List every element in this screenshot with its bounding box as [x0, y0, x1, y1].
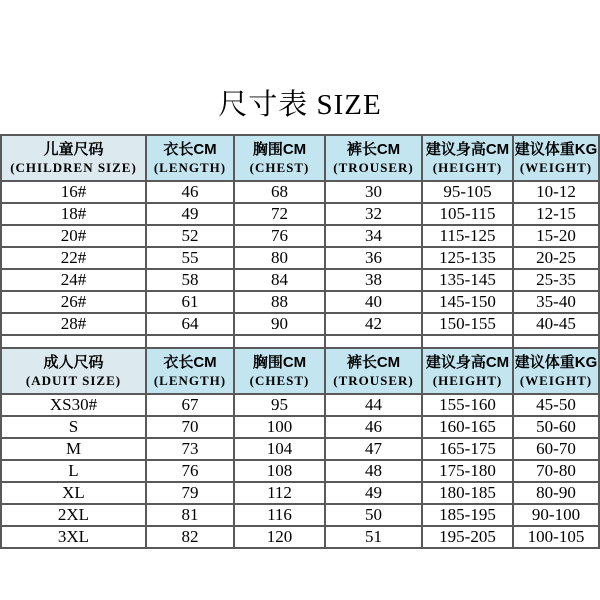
weight-cell: 90-100	[513, 504, 599, 526]
weight-cell: 15-20	[513, 225, 599, 247]
trouser-cell: 30	[325, 181, 422, 203]
table-row	[1, 416, 599, 438]
table-row	[1, 203, 599, 225]
chest-header-cell	[234, 348, 325, 394]
length-cell: 46	[146, 181, 234, 203]
height-header-zh: 建议身高CM	[425, 354, 510, 372]
weight-cell: 10-12	[513, 181, 599, 203]
trouser-header-en: (TROUSER)	[333, 159, 414, 175]
chest-cell: 88	[234, 291, 325, 313]
length-header-en: (LENGTH)	[153, 372, 227, 388]
height-cell: 180-185	[422, 482, 513, 504]
table-row	[1, 394, 599, 416]
trouser-header-zh: 裤长CM	[346, 354, 401, 372]
gap-cell	[234, 335, 325, 348]
chest-header-zh: 胸围CM	[252, 354, 307, 372]
length-cell: 76	[146, 460, 234, 482]
trouser-header-zh: 裤长CM	[346, 141, 401, 159]
trouser-cell: 38	[325, 269, 422, 291]
length-cell: 82	[146, 526, 234, 548]
height-header-en: (HEIGHT)	[432, 159, 503, 175]
length-cell: 52	[146, 225, 234, 247]
trouser-header-cell	[325, 135, 422, 181]
weight-header-zh: 建议体重KG	[514, 141, 598, 159]
table-row	[1, 225, 599, 247]
height-cell: 160-165	[422, 416, 513, 438]
chest-header-en: (CHEST)	[249, 372, 310, 388]
length-cell: 70	[146, 416, 234, 438]
height-cell: 175-180	[422, 460, 513, 482]
length-header-zh: 衣长CM	[163, 141, 217, 159]
gap-cell	[1, 335, 146, 348]
chest-cell: 108	[234, 460, 325, 482]
adult-size-header-zh: 成人尺码	[43, 354, 104, 372]
children-size-header-en: (CHILDREN SIZE)	[10, 159, 137, 175]
trouser-cell: 48	[325, 460, 422, 482]
chest-cell: 90	[234, 313, 325, 335]
size-cell: 22#	[1, 247, 146, 269]
table-row	[1, 504, 599, 526]
chest-cell: 116	[234, 504, 325, 526]
weight-cell: 40-45	[513, 313, 599, 335]
size-chart-table	[0, 134, 600, 549]
table-row	[1, 482, 599, 504]
length-header-zh: 衣长CM	[163, 354, 217, 372]
adult-size-header-cell	[1, 348, 146, 394]
length-header-cell	[146, 135, 234, 181]
chest-cell: 104	[234, 438, 325, 460]
height-cell: 125-135	[422, 247, 513, 269]
chest-header-en: (CHEST)	[249, 159, 310, 175]
weight-cell: 70-80	[513, 460, 599, 482]
weight-header-cell	[513, 348, 599, 394]
chest-cell: 84	[234, 269, 325, 291]
page-title: 尺寸表 SIZE	[218, 89, 382, 121]
size-cell: 18#	[1, 203, 146, 225]
trouser-cell: 46	[325, 416, 422, 438]
children-size-header-cell	[1, 135, 146, 181]
chest-cell: 68	[234, 181, 325, 203]
size-cell: 16#	[1, 181, 146, 203]
height-header-cell	[422, 135, 513, 181]
chest-header-zh: 胸围CM	[252, 141, 307, 159]
weight-cell: 45-50	[513, 394, 599, 416]
length-cell: 73	[146, 438, 234, 460]
chest-header-cell	[234, 135, 325, 181]
weight-header-zh: 建议体重KG	[514, 354, 598, 372]
weight-cell: 60-70	[513, 438, 599, 460]
height-cell: 150-155	[422, 313, 513, 335]
adult-size-header-en: (ADUIT SIZE)	[25, 372, 122, 388]
table-row	[1, 313, 599, 335]
size-cell: XL	[1, 482, 146, 504]
weight-cell: 12-15	[513, 203, 599, 225]
weight-cell: 50-60	[513, 416, 599, 438]
children-header-row	[1, 135, 599, 181]
trouser-cell: 51	[325, 526, 422, 548]
length-header-cell	[146, 348, 234, 394]
length-cell: 67	[146, 394, 234, 416]
length-cell: 55	[146, 247, 234, 269]
trouser-cell: 47	[325, 438, 422, 460]
table-gap-row	[1, 335, 599, 348]
height-cell: 105-115	[422, 203, 513, 225]
length-header-en: (LENGTH)	[153, 159, 227, 175]
table-row	[1, 291, 599, 313]
weight-cell: 35-40	[513, 291, 599, 313]
height-cell: 145-150	[422, 291, 513, 313]
trouser-cell: 34	[325, 225, 422, 247]
size-cell: 2XL	[1, 504, 146, 526]
length-cell: 64	[146, 313, 234, 335]
weight-cell: 25-35	[513, 269, 599, 291]
chest-cell: 120	[234, 526, 325, 548]
trouser-cell: 36	[325, 247, 422, 269]
table-row	[1, 438, 599, 460]
size-cell: 20#	[1, 225, 146, 247]
weight-cell: 100-105	[513, 526, 599, 548]
trouser-cell: 50	[325, 504, 422, 526]
height-cell: 135-145	[422, 269, 513, 291]
size-cell: 24#	[1, 269, 146, 291]
table-row	[1, 181, 599, 203]
size-cell: 3XL	[1, 526, 146, 548]
height-cell: 115-125	[422, 225, 513, 247]
trouser-cell: 32	[325, 203, 422, 225]
chest-cell: 72	[234, 203, 325, 225]
length-cell: 81	[146, 504, 234, 526]
length-cell: 61	[146, 291, 234, 313]
size-cell: S	[1, 416, 146, 438]
size-cell: XS30#	[1, 394, 146, 416]
gap-cell	[325, 335, 422, 348]
size-cell: L	[1, 460, 146, 482]
chest-cell: 100	[234, 416, 325, 438]
height-cell: 195-205	[422, 526, 513, 548]
size-cell: 26#	[1, 291, 146, 313]
trouser-cell: 40	[325, 291, 422, 313]
weight-cell: 20-25	[513, 247, 599, 269]
size-cell: M	[1, 438, 146, 460]
trouser-header-cell	[325, 348, 422, 394]
trouser-header-en: (TROUSER)	[333, 372, 414, 388]
size-cell: 28#	[1, 313, 146, 335]
table-row	[1, 269, 599, 291]
table-row	[1, 247, 599, 269]
length-cell: 79	[146, 482, 234, 504]
weight-header-cell	[513, 135, 599, 181]
table-row	[1, 460, 599, 482]
gap-cell	[422, 335, 513, 348]
height-header-zh: 建议身高CM	[425, 141, 510, 159]
height-cell: 165-175	[422, 438, 513, 460]
table-row	[1, 526, 599, 548]
trouser-cell: 44	[325, 394, 422, 416]
length-cell: 49	[146, 203, 234, 225]
weight-header-en: (WEIGHT)	[519, 372, 593, 388]
weight-cell: 80-90	[513, 482, 599, 504]
length-cell: 58	[146, 269, 234, 291]
trouser-cell: 42	[325, 313, 422, 335]
height-cell: 185-195	[422, 504, 513, 526]
height-header-en: (HEIGHT)	[432, 372, 503, 388]
chest-cell: 80	[234, 247, 325, 269]
adult-header-row	[1, 348, 599, 394]
height-cell: 95-105	[422, 181, 513, 203]
chest-cell: 76	[234, 225, 325, 247]
height-cell: 155-160	[422, 394, 513, 416]
chest-cell: 112	[234, 482, 325, 504]
children-size-header-zh: 儿童尺码	[43, 141, 104, 159]
gap-cell	[146, 335, 234, 348]
gap-cell	[513, 335, 599, 348]
trouser-cell: 49	[325, 482, 422, 504]
chest-cell: 95	[234, 394, 325, 416]
height-header-cell	[422, 348, 513, 394]
weight-header-en: (WEIGHT)	[519, 159, 593, 175]
